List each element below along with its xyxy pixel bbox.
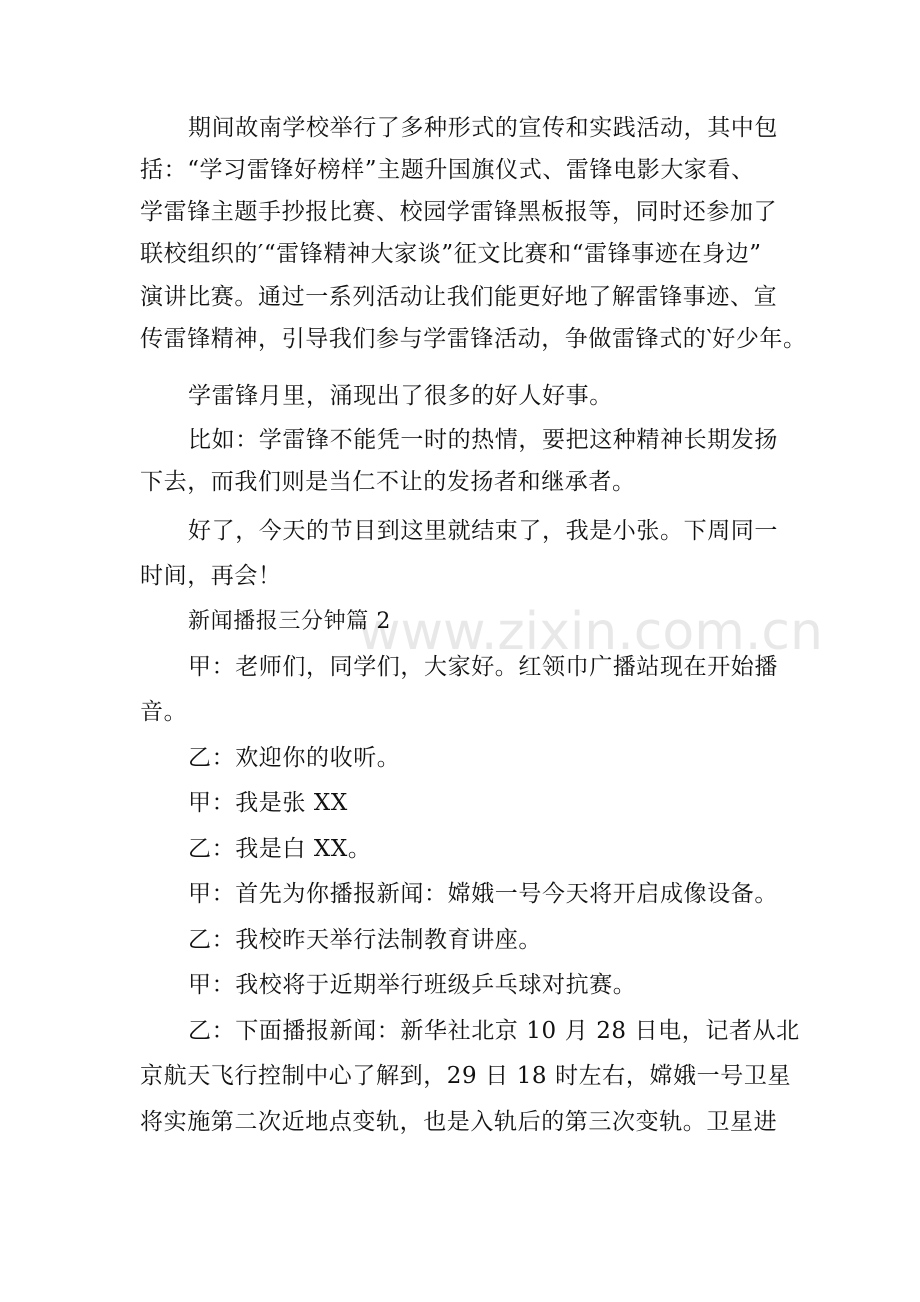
text-line: 甲：老师们，同学们，大家好。红领巾广播站现在开始播	[188, 654, 778, 680]
text-line: 期间故南学校举行了多种形式的宣传和实践活动，其中包	[188, 115, 778, 141]
text-line: 乙：我校昨天举行法制教育讲座。	[188, 927, 542, 953]
text-line: 联校组织的′“雷锋精神大家谈”征文比赛和“雷锋事迹在身边”	[140, 241, 762, 267]
text-line: 传雷锋精神，引导我们参与学雷锋活动，争做雷锋式的‵好少年。	[140, 326, 807, 352]
watermark: www.zixin.com.cn	[358, 602, 823, 662]
text-line: 甲：首先为你播报新闻：嫦娥一号今天将开启成像设备。	[188, 881, 778, 907]
text-line: 比如：学雷锋不能凭一时的热情，要把这种精神长期发扬	[188, 427, 778, 453]
text-line: 将实施第二次近地点变轨，也是入轨后的第三次变轨。卫星进	[140, 1109, 778, 1135]
text-line: 乙：我是白 XX。	[188, 836, 372, 862]
text-line: 乙：欢迎你的收听。	[188, 745, 401, 771]
text-line: 甲：我是张 XX	[188, 790, 348, 816]
text-line: 学雷锋月里，涌现出了很多的好人好事。	[188, 383, 613, 409]
text-line: 甲：我校将于近期举行班级乒乓球对抗赛。	[188, 972, 637, 998]
text-line: 好了，今天的节目到这里就结束了，我是小张。下周同一	[188, 518, 778, 544]
section-title: 新闻播报三分钟篇 2	[188, 609, 391, 634]
text-line: 乙：下面播报新闻：新华社北京 10 月 28 日电，记者从北	[188, 1018, 800, 1044]
text-line: 音。	[140, 699, 188, 725]
text-line: 时间，再会！	[140, 563, 282, 589]
text-line: 京航天飞行控制中心了解到，29 日 18 时左右，嫦娥一号卫星	[140, 1063, 792, 1089]
text-line: 下去，而我们则是当仁不让的发扬者和继承者。	[140, 469, 636, 495]
text-line: 括：“学习雷锋好榜样”主题升国旗仪式、雷锋电影大家看、	[140, 157, 755, 183]
text-line: 演讲比赛。通过一系列活动让我们能更好地了解雷锋事迹、宣	[140, 284, 778, 310]
text-line: 学雷锋主题手抄报比赛、校园学雷锋黑板报等，同时还参加了	[140, 199, 778, 225]
